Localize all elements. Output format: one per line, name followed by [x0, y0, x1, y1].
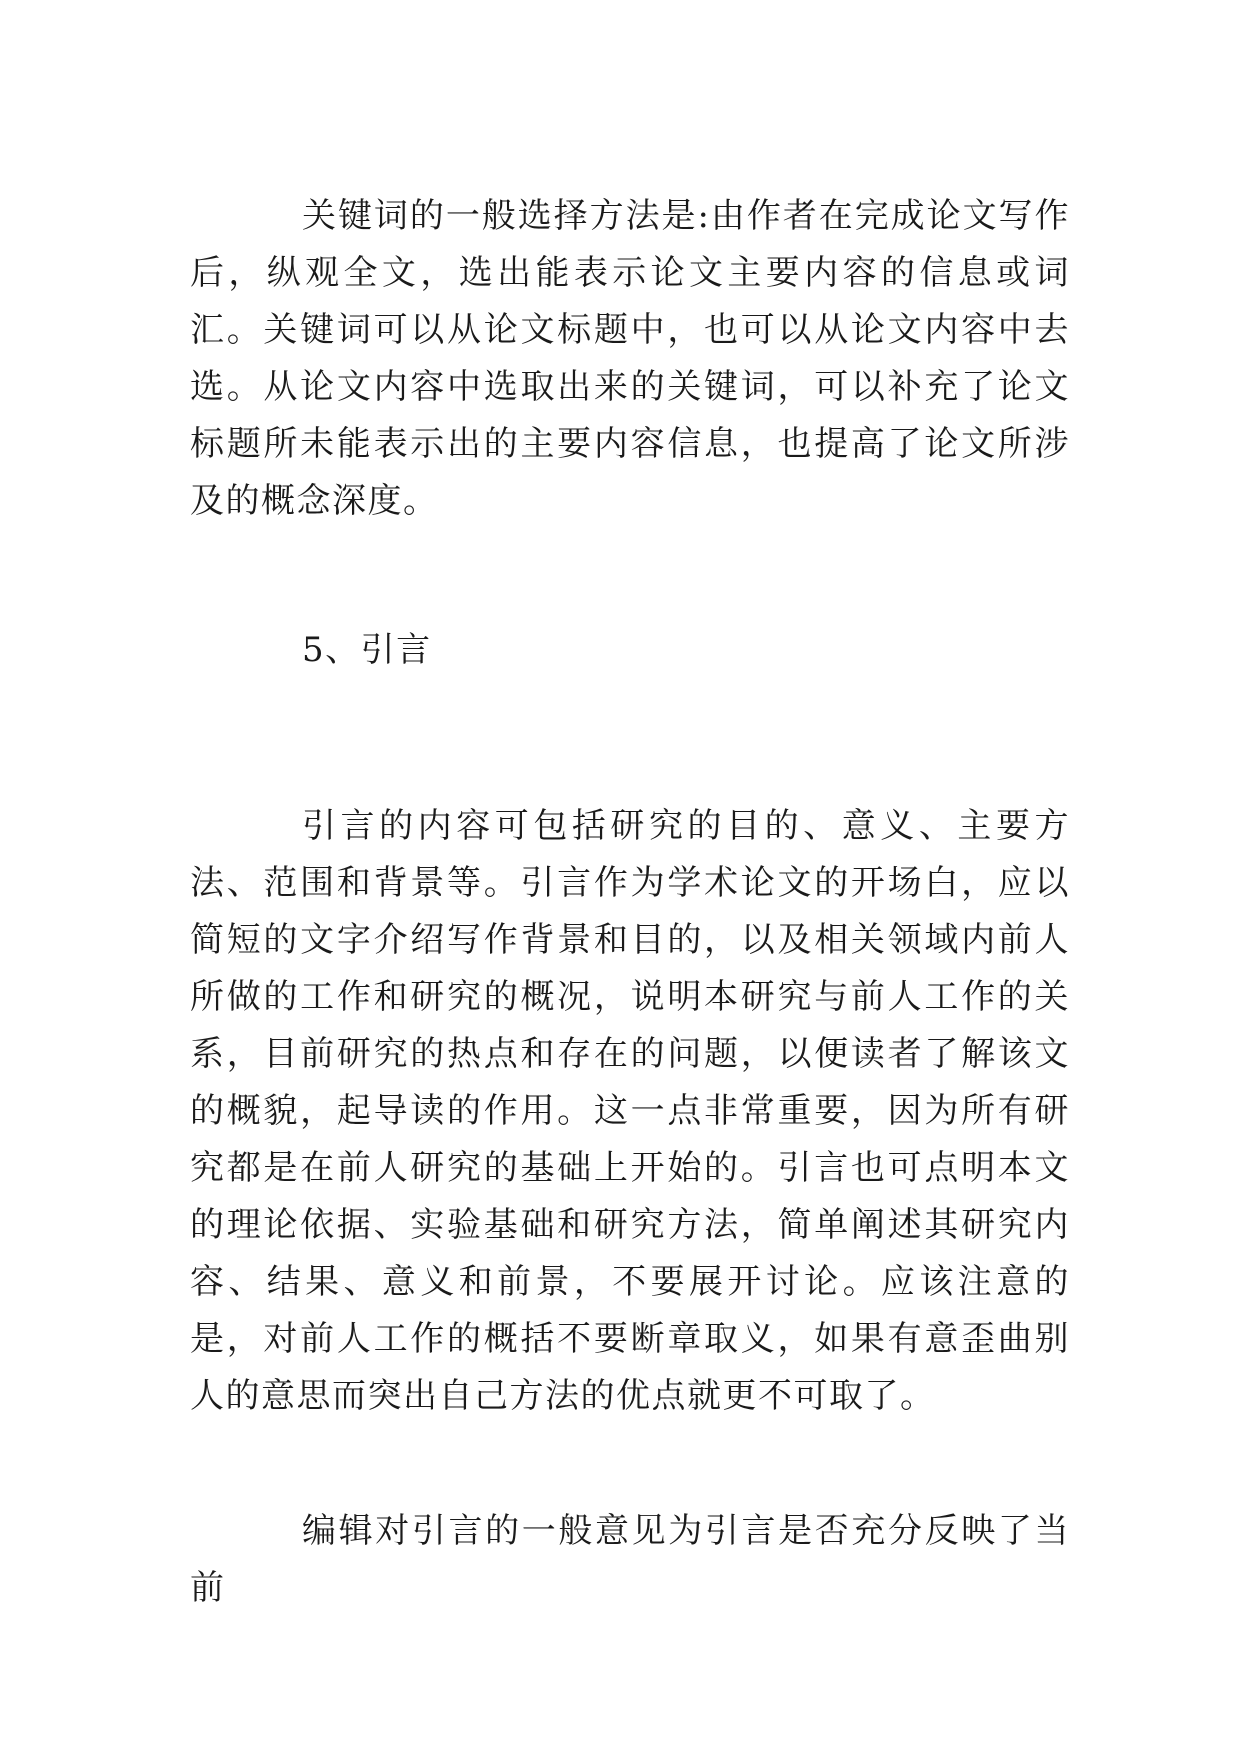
section-heading-introduction: 5、引言 — [302, 630, 432, 670]
paragraph-keyword-selection: 关键词的一般选择方法是:由作者在完成论文写作后，纵观全文，选出能表示论文主要内容的信息或词汇。关键词可以从论文标题中，也可以从论文内容中去选。从论文内容中选取出来的关键词，可以补充了论文标题所未能表示出的主要内容信息，也提高了论文所涉及的概念深度。 — [190, 196, 1070, 521]
paragraph-editor-opinion: 编辑对引言的一般意见为引言是否充分反映了当前 — [190, 1511, 1070, 1608]
paragraph-introduction-content: 引言的内容可包括研究的目的、意义、主要方法、范围和背景等。引言作为学术论文的开场白，应以简短的文字介绍写作背景和目的，以及相关领域内前人所做的工作和研究的概况，说明本研究与前人工作的关系，目前研究的热点和存在的问题，以便读者了解该文的概貌，起导读的作用。这一点非常重要，因为所有研究都是在前人研究的基础上开始的。引言也可点明本文的理论依据、实验基础和研究方法，简单阐述其研究内容、结果、意义和前景，不要展开讨论。应该注意的是，对前人工作的概括不要断章取义，如果有意歪曲别人的意思而突出自己方法的优点就更不可取了。 — [190, 806, 1070, 1416]
